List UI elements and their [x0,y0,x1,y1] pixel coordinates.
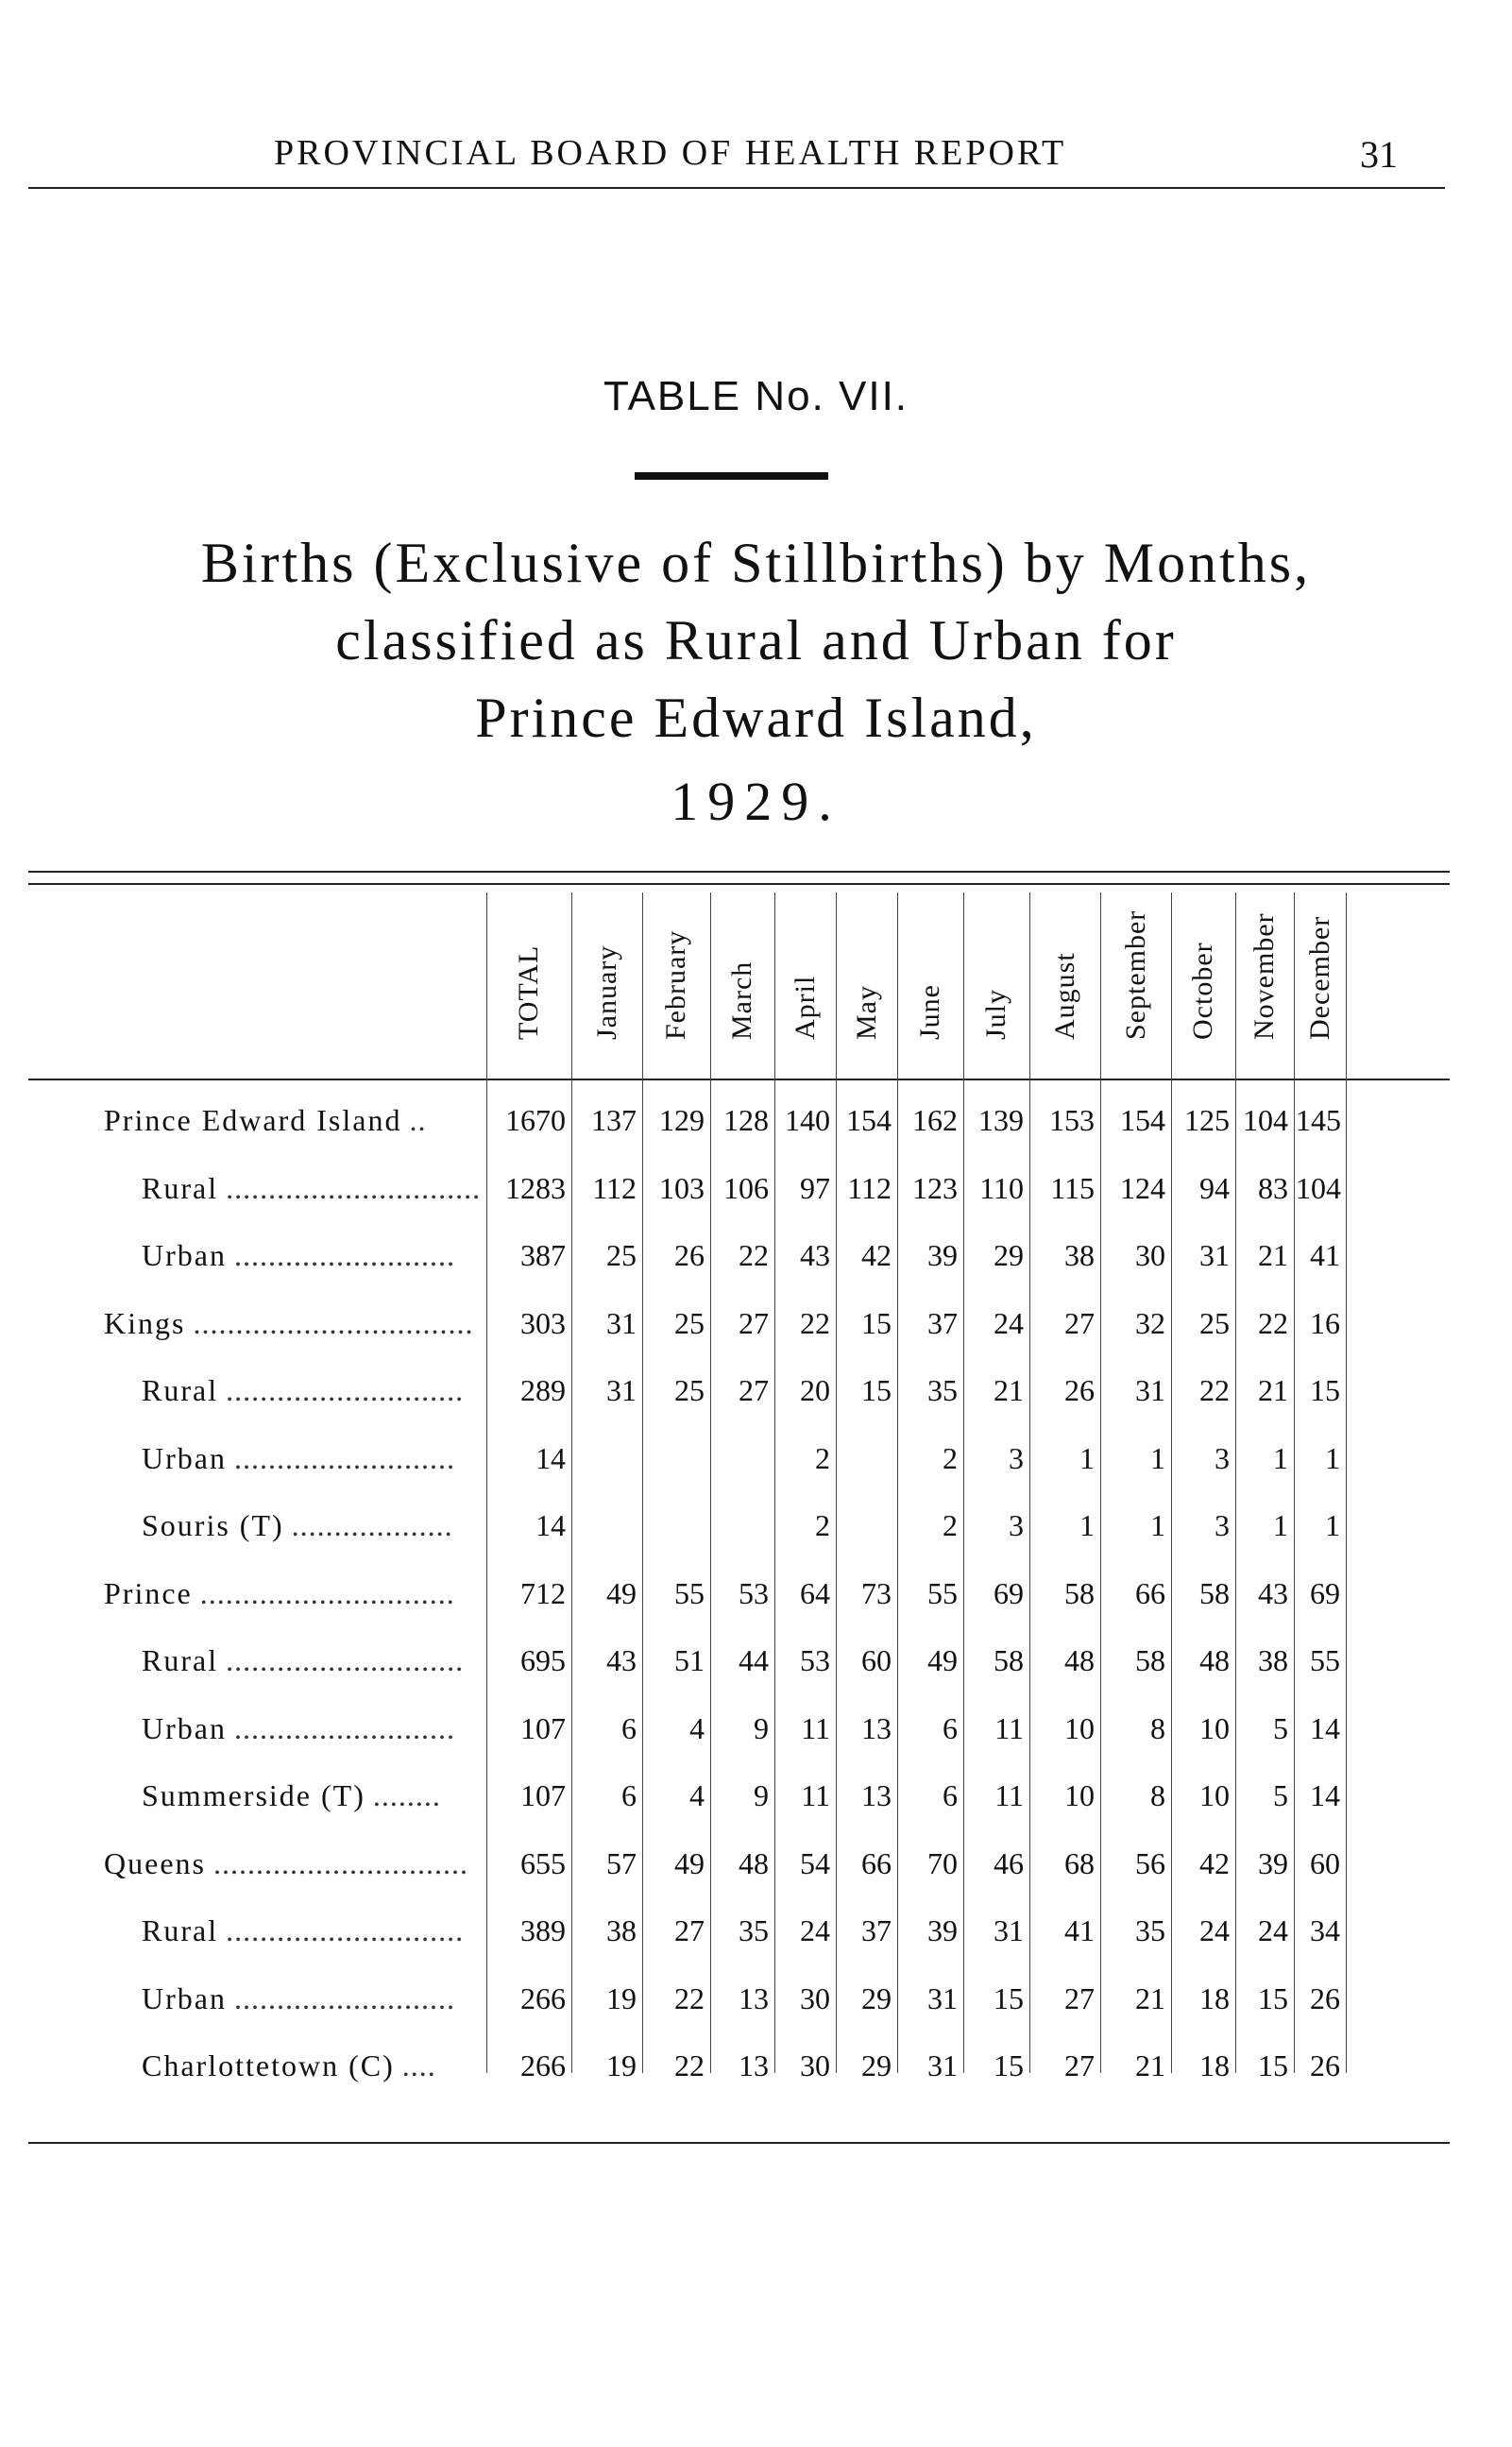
table-cell: 29 [994,1238,1024,1272]
row-label-text: Souris (T) [142,1508,284,1542]
table-cell: 14 [535,1508,566,1542]
row-label [142,1373,464,1408]
table-cell: 2 [815,1508,830,1542]
table-row [0,1643,1512,1711]
table-cell: 18 [1199,1980,1230,2015]
table-cell: 24 [1258,1913,1288,1947]
table-cell: 15 [1258,1980,1288,2015]
table-cell: 31 [927,1980,958,2015]
table-cell: 37 [927,1305,958,1340]
table-cell: 25 [674,1305,705,1340]
table-cell: 26 [674,1238,705,1272]
table-label: TABLE No. VII. [603,373,909,419]
table-cell: 289 [520,1373,566,1407]
row-leader-dots: .............................. [199,1575,455,1610]
table-cell: 30 [800,1980,830,2015]
table-row [0,1373,1512,1441]
row-label [142,1238,455,1273]
table-cell: 14 [535,1440,566,1475]
row-label [142,1778,441,1813]
column-header [642,892,710,1072]
table-cell: 5 [1273,1710,1288,1745]
table-cell: 55 [1310,1643,1340,1677]
row-label-text: Urban [142,1980,227,2015]
table-cell: 1 [1150,1508,1165,1542]
column-header-label: June [914,984,945,1040]
column-header-label: July [980,988,1011,1040]
table-cell: 13 [739,1980,769,2015]
row-label-text: Urban [142,1440,227,1475]
running-head [0,132,1512,189]
row-label-text: Prince [104,1575,193,1610]
column-header [1100,892,1171,1072]
table-cell: 94 [1199,1170,1230,1205]
table-top-rule-inner [28,883,1450,885]
table-cell: 303 [520,1305,566,1340]
row-label-text: Kings [104,1305,186,1340]
table-title [0,524,1512,756]
table-row [0,1441,1512,1509]
table-cell: 35 [739,1913,769,1947]
row-leader-dots: .... [401,2048,436,2082]
row-leader-dots: .. [409,1103,427,1137]
table-cell: 30 [800,2048,830,2082]
table-row [0,1171,1512,1239]
row-label [104,1576,455,1611]
table-cell: 22 [800,1305,830,1340]
table-cell: 137 [591,1103,637,1137]
row-label [104,1846,468,1881]
column-header-label: August [1048,952,1080,1040]
table-row [0,1913,1512,1981]
row-label [142,1643,464,1678]
table-cell: 6 [621,1710,637,1745]
table-cell: 11 [801,1778,830,1812]
row-label-text: Charlottetown (C) [142,2048,395,2082]
table-cell: 48 [739,1845,769,1880]
row-leader-dots: .............................. [226,1170,482,1205]
table-cell: 22 [739,1238,769,1272]
row-leader-dots: .......................... [233,1238,455,1272]
table-cell: 1 [1325,1440,1340,1475]
table-cell: 29 [861,2048,892,2082]
table-cell: 110 [979,1170,1024,1205]
column-header [1171,892,1235,1072]
table-cell: 1 [1079,1440,1095,1475]
table-cell: 16 [1310,1305,1340,1340]
table-cell: 112 [847,1170,892,1205]
table-cell: 104 [1243,1103,1288,1137]
table-cell: 97 [800,1170,830,1205]
table-cell: 13 [861,1778,892,1812]
table-cell: 15 [994,1980,1024,2015]
column-header [1235,892,1294,1072]
table-cell: 27 [674,1913,705,1947]
table-cell: 8 [1150,1778,1165,1812]
column-header [897,892,963,1072]
table-cell: 27 [739,1373,769,1407]
row-label [104,1306,473,1341]
table-cell: 69 [1310,1575,1340,1610]
table-cell: 129 [659,1103,705,1137]
table-cell: 66 [861,1845,892,1880]
table-cell: 14 [1310,1778,1340,1812]
table-cell: 21 [1135,1980,1165,2015]
table-cell: 15 [1310,1373,1340,1407]
row-label [104,1103,426,1138]
page-number: 31 [1360,133,1398,176]
table-cell: 2 [815,1440,830,1475]
row-label [142,1441,455,1476]
table-cell: 104 [1296,1170,1341,1205]
table-cell: 29 [861,1980,892,2015]
table-cell: 53 [800,1643,830,1677]
table-cell: 6 [943,1778,958,1812]
column-header-label: TOTAL [513,944,544,1040]
table-row [0,1103,1512,1171]
table-cell: 1 [1325,1508,1340,1542]
table-cell: 34 [1310,1913,1340,1947]
table-cell: 20 [800,1373,830,1407]
column-header-label: January [590,944,622,1040]
column-header-label: February [660,929,691,1040]
table-cell: 27 [1064,2048,1095,2082]
table-cell: 39 [927,1238,958,1272]
title-line: Prince Edward Island, [475,687,1037,749]
table-cell: 124 [1120,1170,1165,1205]
column-header-label: December [1303,915,1335,1040]
table-cell: 125 [1184,1103,1230,1137]
row-leader-dots: ............................ [226,1913,465,1947]
table-cell: 15 [994,2048,1024,2082]
table-cell: 31 [994,1913,1024,1947]
row-label-text: Urban [142,1710,227,1745]
table-cell: 54 [800,1845,830,1880]
table-cell: 14 [1310,1710,1340,1745]
table-top-rule [28,871,1450,873]
table-row [0,1238,1512,1306]
table-cell: 18 [1199,2048,1230,2082]
table-cell: 10 [1199,1778,1230,1812]
row-label-text: Urban [142,1238,227,1272]
row-label-text: Rural [142,1373,219,1407]
table-cell: 154 [846,1103,892,1137]
table-cell: 389 [520,1913,566,1947]
table-cell: 57 [606,1845,637,1880]
row-leader-dots: ............................ [226,1373,465,1407]
table-cell: 139 [978,1103,1024,1137]
title-line: classified as Rural and Urban for [335,609,1177,671]
table-cell: 35 [1135,1913,1165,1947]
row-label-text: Rural [142,1913,219,1947]
table-cell: 154 [1120,1103,1165,1137]
column-header [774,892,836,1072]
row-label [142,2048,436,2083]
table-cell: 2 [943,1508,958,1542]
table-cell: 49 [606,1575,637,1610]
table-cell: 712 [520,1575,566,1610]
table-cell: 27 [1064,1980,1095,2015]
table-cell: 55 [927,1575,958,1610]
table-cell: 3 [1215,1508,1230,1542]
table-cell: 24 [1199,1913,1230,1947]
table-cell: 115 [1050,1170,1095,1205]
table-cell: 26 [1310,1980,1340,2015]
table-cell: 73 [861,1575,892,1610]
column-header [710,892,774,1072]
table-cell: 26 [1310,2048,1340,2082]
table-cell: 3 [1009,1508,1024,1542]
table-cell: 48 [1199,1643,1230,1677]
table-cell: 106 [723,1170,769,1205]
table-cell: 48 [1064,1643,1095,1677]
table-cell: 695 [520,1643,566,1677]
table-cell: 1 [1079,1508,1095,1542]
column-header-label: November [1249,912,1280,1040]
table-cell: 266 [520,2048,566,2082]
table-cell: 6 [621,1778,637,1812]
table-cell: 38 [1064,1238,1095,1272]
row-leader-dots: .............................. [212,1845,468,1880]
table-cell: 83 [1258,1170,1288,1205]
table-cell: 49 [674,1845,705,1880]
table-cell: 655 [520,1845,566,1880]
table-cell: 11 [801,1710,830,1745]
table-cell: 25 [1199,1305,1230,1340]
column-header [1294,892,1346,1072]
table-cell: 6 [943,1710,958,1745]
table-cell: 51 [674,1643,705,1677]
table-row [0,1306,1512,1374]
row-label-text: Summerside (T) [142,1778,365,1812]
table-cell: 22 [674,2048,705,2082]
table-cell: 64 [800,1575,830,1610]
table-cell: 3 [1215,1440,1230,1475]
table-row [0,1576,1512,1644]
table-cell: 10 [1199,1710,1230,1745]
row-label [142,1913,464,1948]
table-cell: 4 [689,1710,705,1745]
table-cell: 32 [1135,1305,1165,1340]
table-cell: 60 [861,1643,892,1677]
table-cell: 10 [1064,1778,1095,1812]
table-cell: 21 [1258,1238,1288,1272]
table-cell: 128 [723,1103,769,1137]
table-cell: 11 [994,1778,1024,1812]
table-header-rule [28,1079,1450,1080]
table-cell: 21 [1135,2048,1165,2082]
running-title: PROVINCIAL BOARD OF HEALTH REPORT [274,133,1067,173]
table-cell: 21 [1258,1373,1288,1407]
column-header-label: September [1119,909,1151,1040]
table-cell: 153 [1049,1103,1095,1137]
column-header-label: October [1187,942,1218,1040]
table-cell: 55 [674,1575,705,1610]
title-line: Births (Exclusive of Stillbirths) by Months, [200,532,1312,594]
table-cell: 145 [1296,1103,1341,1137]
table-cell: 58 [1135,1643,1165,1677]
row-leader-dots: ................................. [193,1305,474,1340]
table-row [0,1981,1512,2049]
row-label [142,1711,455,1746]
table-cell: 1283 [505,1170,566,1205]
row-leader-dots: .......................... [233,1710,455,1745]
table-row [0,1778,1512,1846]
table-cell: 9 [754,1710,769,1745]
table-cell: 31 [1135,1373,1165,1407]
column-header-label: April [789,975,821,1040]
table-cell: 27 [1064,1305,1095,1340]
table-cell: 22 [674,1980,705,2015]
table-cell: 58 [994,1643,1024,1677]
table-cell: 1 [1273,1440,1288,1475]
table-cell: 112 [592,1170,637,1205]
table-cell: 35 [927,1373,958,1407]
table-cell: 39 [927,1913,958,1947]
table-cell: 266 [520,1980,566,2015]
column-header [1029,892,1100,1072]
table-cell: 11 [994,1710,1024,1745]
table-cell: 41 [1310,1238,1340,1272]
table-cell: 26 [1064,1373,1095,1407]
table-cell: 15 [1258,2048,1288,2082]
column-header [571,892,642,1072]
table-cell: 58 [1199,1575,1230,1610]
table-cell: 13 [739,2048,769,2082]
row-label-text: Queens [104,1845,206,1880]
table-cell: 24 [800,1913,830,1947]
table-cell: 1 [1150,1440,1165,1475]
row-leader-dots: ............................ [226,1643,465,1677]
row-label [142,1508,453,1543]
table-cell: 39 [1258,1845,1288,1880]
column-header [963,892,1029,1072]
table-cell: 25 [674,1373,705,1407]
table-cell: 56 [1135,1845,1165,1880]
table-cell: 5 [1273,1778,1288,1812]
table-cell: 8 [1150,1710,1165,1745]
table-cell: 3 [1009,1440,1024,1475]
table-cell: 43 [1258,1575,1288,1610]
table-cell: 68 [1064,1845,1095,1880]
table-cell: 44 [739,1643,769,1677]
row-label-text: Prince Edward Island [104,1103,402,1137]
table-row [0,1711,1512,1779]
table-cell: 21 [994,1373,1024,1407]
table-cell: 22 [1258,1305,1288,1340]
row-leader-dots: ................... [291,1508,453,1542]
column-header [836,892,897,1072]
table-cell: 22 [1199,1373,1230,1407]
table-cell: 46 [994,1845,1024,1880]
row-label [142,1981,455,2016]
table-cell: 60 [1310,1845,1340,1880]
row-leader-dots: .......................... [233,1440,455,1475]
column-header-label: May [850,985,882,1040]
table-cell: 387 [520,1238,566,1272]
table-cell: 38 [606,1913,637,1947]
table-cell: 1670 [505,1103,566,1137]
table-cell: 42 [861,1238,892,1272]
table-cell: 1 [1273,1508,1288,1542]
table-row [0,2048,1512,2116]
table-cell: 107 [520,1710,566,1745]
table-cell: 31 [606,1305,637,1340]
column-header [486,892,571,1072]
table-cell: 24 [994,1305,1024,1340]
table-cell: 2 [943,1440,958,1475]
table-cell: 31 [927,2048,958,2082]
table-cell: 9 [754,1778,769,1812]
table-cell: 43 [606,1643,637,1677]
table-cell: 19 [606,1980,637,2015]
row-label-text: Rural [142,1643,219,1677]
table-bottom-rule [28,2142,1450,2144]
row-leader-dots: .......................... [233,1980,455,2015]
table-cell: 43 [800,1238,830,1272]
table-cell: 15 [861,1305,892,1340]
table-cell: 103 [659,1170,705,1205]
table-cell: 70 [927,1845,958,1880]
table-cell: 42 [1199,1845,1230,1880]
table-cell: 49 [927,1643,958,1677]
table-cell: 38 [1258,1643,1288,1677]
table-cell: 140 [785,1103,830,1137]
table-cell: 58 [1064,1575,1095,1610]
table-cell: 123 [912,1170,958,1205]
table-cell: 4 [689,1778,705,1812]
table-cell: 25 [606,1238,637,1272]
table-cell: 15 [861,1373,892,1407]
table-cell: 66 [1135,1575,1165,1610]
table-cell: 13 [861,1710,892,1745]
table-cell: 162 [912,1103,958,1137]
table-cell: 31 [1199,1238,1230,1272]
row-label-text: Rural [142,1170,219,1205]
table-row [0,1508,1512,1576]
table-cell: 10 [1064,1710,1095,1745]
table-cell: 69 [994,1575,1024,1610]
table-cell: 37 [861,1913,892,1947]
table-row [0,1846,1512,1914]
row-leader-dots: ........ [372,1778,441,1812]
table-cell: 27 [739,1305,769,1340]
table-cell: 30 [1135,1238,1165,1272]
table-cell: 107 [520,1778,566,1812]
header-rule [28,187,1445,189]
table-year: 1929. [671,771,841,832]
table-cell: 31 [606,1373,637,1407]
title-divider [635,472,828,480]
row-label [142,1171,481,1206]
table-cell: 41 [1064,1913,1095,1947]
column-header-label: March [726,960,757,1040]
table-cell: 19 [606,2048,637,2082]
table-cell: 53 [739,1575,769,1610]
